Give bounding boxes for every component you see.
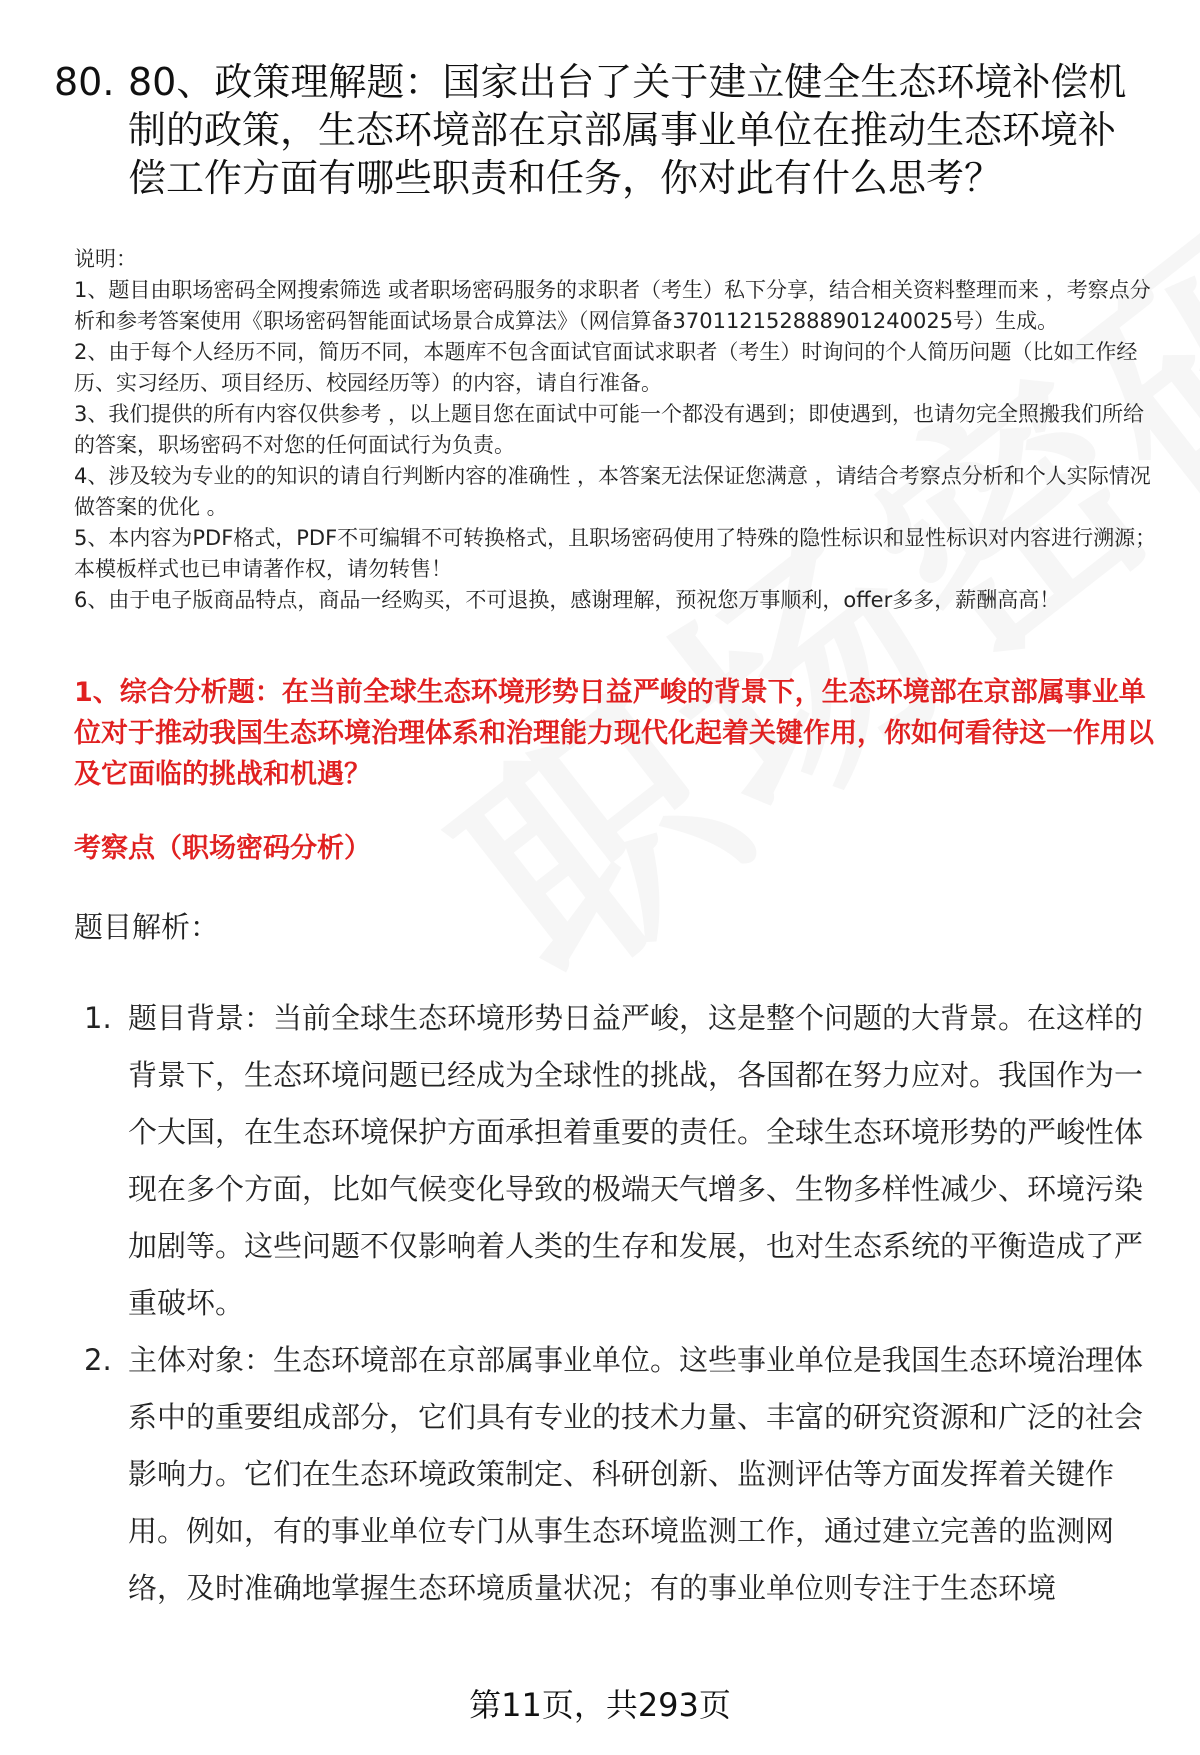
list-item-number: 2.	[84, 1343, 112, 1377]
note-item: 1、题目由职场密码全网搜索筛选 或者职场密码服务的求职者（考生）私下分享，结合相关资料整理而来 ，考察点分析和参考答案使用《职场密码智能面试场景合成算法》（网信算备370112152888901240025号）生成。	[74, 278, 1151, 333]
note-item: 5、本内容为PDF格式，PDF不可编辑不可转换格式，且职场密码使用了特殊的隐性标识和显性标识对内容进行溯源；本模板样式也已申请著作权，请勿转售！	[74, 526, 1157, 581]
section-label: 题目解析：	[74, 910, 220, 944]
analysis-list	[84, 990, 1164, 1617]
list-item	[84, 990, 1164, 1332]
note-item: 2、由于每个人经历不同，简历不同，本题库不包含面试官面试求职者（考生）时询问的个人简历问题（比如工作经历、实习经历、项目经历、校园经历等）的内容，请自行准备。	[74, 340, 1138, 395]
note-item: 4、涉及较为专业的的知识的请自行判断内容的准确性 ，本答案无法保证您满意 ，请结合考察点分析和个人实际情况做答案的优化 。	[74, 464, 1151, 519]
list-item-number: 1.	[84, 1001, 112, 1035]
list-item-text: 题目背景：当前全球生态环境形势日益严峻，这是整个问题的大背景。在这样的背景下，生态环境问题已经成为全球性的挑战，各国都在努力应对。我国作为一个大国，在生态环境保护方面承担着重要的责任。全球生态环境形势的严峻性体现在多个方面，比如气候变化导致的极端天气增多、生物多样性减少、环境污染加剧等。这些问题不仅影响着人类的生存和发展，也对生态系统的平衡造成了严重破坏。	[128, 1001, 1144, 1320]
analysis-label: 考察点（职场密码分析）	[74, 833, 371, 864]
page-footer: 第11页，共293页	[469, 1686, 731, 1724]
question-number: 80.	[54, 60, 115, 104]
notes-heading: 说明：	[74, 247, 137, 271]
question-title	[54, 58, 1154, 202]
note-item: 6、由于电子版商品特点，商品一经购买，不可退换，感谢理解，预祝您万事顺利，offer多多，薪酬高高！	[74, 588, 1061, 612]
list-item-text: 主体对象：生态环境部在京部属事业单位。这些事业单位是我国生态环境治理体系中的重要组成部分，它们具有专业的技术力量、丰富的研究资源和广泛的社会影响力。它们在生态环境政策制定、科研创新、监测评估等方面发挥着关键作用。例如，有的事业单位专门从事生态环境监测工作，通过建立完善的监测网络，及时准确地掌握生态环境质量状况；有的事业单位则专注于生态环境	[128, 1343, 1144, 1605]
sub-question-heading: 1、综合分析题：在当前全球生态环境形势日益严峻的背景下，生态环境部在京部属事业单位对于推动我国生态环境治理体系和治理能力现代化起着关键作用，你如何看待这一作用以及它面临的挑战和机遇？	[74, 677, 1154, 790]
question-text: 80、政策理解题：国家出台了关于建立健全生态环境补偿机制的政策，生态环境部在京部属事业单位在推动生态环境补偿工作方面有哪些职责和任务，你对此有什么思考？	[128, 60, 1127, 200]
notes-section	[74, 244, 1164, 616]
list-item	[84, 1332, 1164, 1617]
note-item: 3、我们提供的所有内容仅供参考 ，以上题目您在面试中可能一个都没有遇到；即使遇到，也请勿完全照搬我们所给的答案，职场密码不对您的任何面试行为负责。	[74, 402, 1145, 457]
